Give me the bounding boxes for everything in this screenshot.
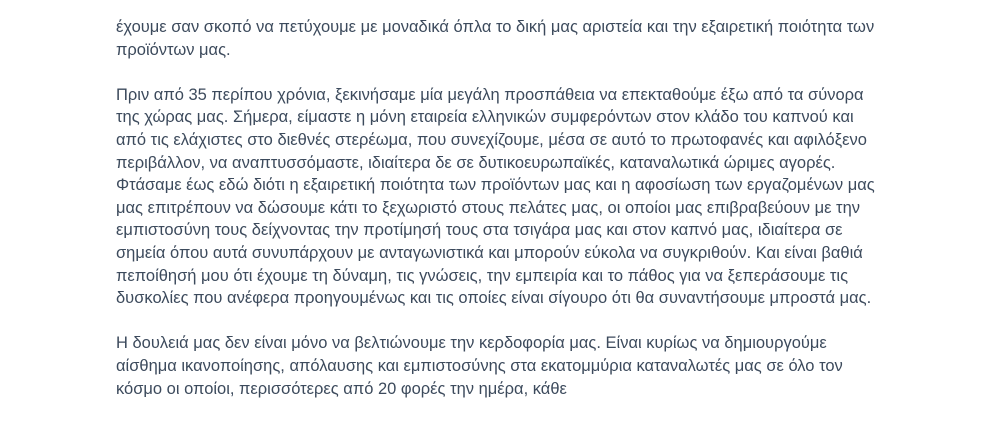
paragraph-1: έχουμε σαν σκοπό να πετύχουμε με μοναδικά όπλα το δική μας αριστεία και την εξαιρετική ποιότητα των προϊόντων μας. — [116, 18, 875, 59]
paragraph-2: Πριν από 35 περίπου χρόνια, ξεκινήσαμε μία μεγάλη προσπάθεια να επεκταθούμε έξω από τα σύνορα της χώρας μας. Σήμερα, είμαστε η μόνη εταιρεία ελληνικών συμφερόντων στον κλάδο του καπνού και από τις ελάχιστες στο διεθνές στερέωμα, που συνεχίζουμε, μέσα σε αυτό το πρωτοφανές και αφιλόξενο περιβάλλον, να αναπτυσσόμαστε, ιδιαίτερα δε σε δυτικοευρωπαϊκές, καταναλωτικά ώριμες αγορές. Φτάσαμε έως εδώ διότι η εξαιρετική ποιότητα των προϊόντων μας και η αφοσίωση των εργαζομένων μας μας επιτρέπουν να δώσουμε κάτι το ξεχωριστό στους πελάτες μας, οι οποίοι μας επιβραβεύουν με την εμπιστοσύνη τους δείχνοντας την προτίμησή τους στα τσιγάρα μας και στον καπνό μας, ιδιαίτερα σε σημεία όπου αυτά συνυπάρχουν με ανταγωνιστικά και μπορούν εύκολα να συγκριθούν. Και είναι βαθιά πεποίθησή μου ότι έχουμε τη δύναμη, τις γνώσεις, την εμπειρία και το πάθος για να ξεπεράσουμε τις δυσκολίες που ανέφερα προηγουμένως και τις οποίες είναι σίγουρο ότι θα συναντήσουμε μπροστά μας. — [116, 85, 875, 308]
paragraph-3: Η δουλειά μας δεν είναι μόνο να βελτιώνουμε την κερδοφορία μας. Είναι κυρίως να δημιουργούμε αίσθημα ικανοποίησης, απόλαυσης και εμπιστοσύνης στα εκατομμύρια καταναλωτές μας σε όλο τον κόσμο οι οποίοι, περισσότερες από 20 φορές την ημέρα, κάθε — [116, 334, 843, 398]
article-body — [116, 16, 876, 423]
